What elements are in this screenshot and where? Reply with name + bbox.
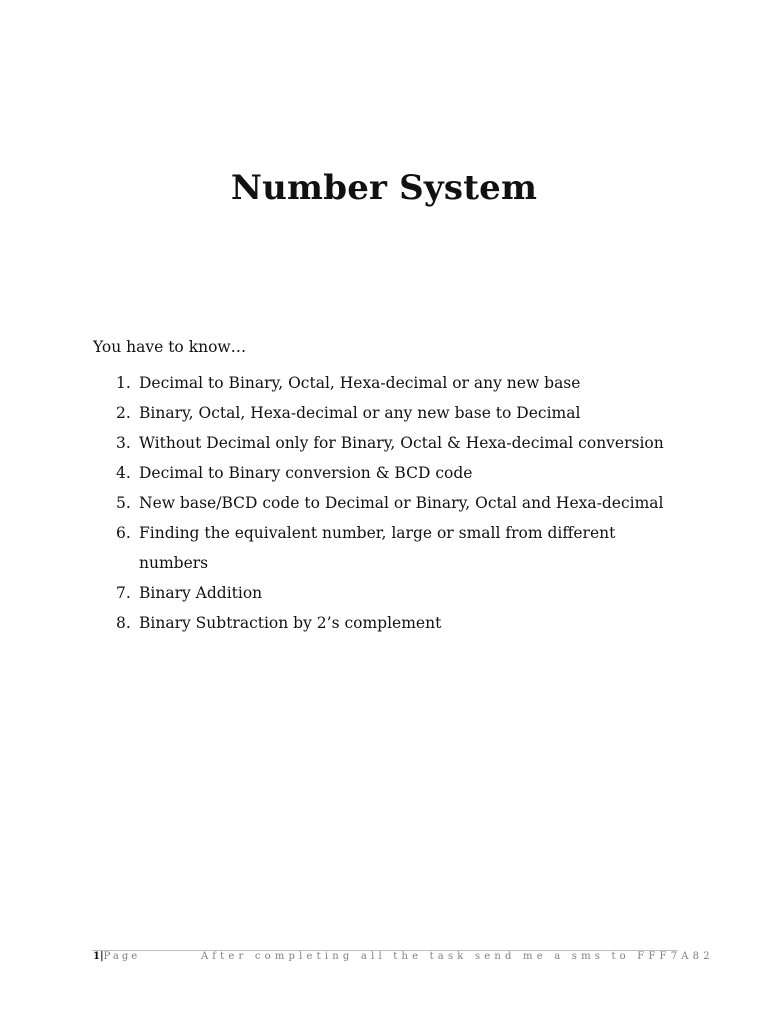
list-item — [93, 458, 683, 488]
page-number: 1 — [93, 951, 100, 962]
footer-note: After completing all the task send me a sms to FFF7A82 — [201, 951, 714, 962]
list-item-text: Without Decimal only for Binary, Octal & Hexa-decimal conversion — [139, 434, 664, 452]
list-item — [93, 608, 683, 638]
list-item-text: New base/BCD code to Decimal or Binary, Octal and Hexa-decimal — [139, 494, 664, 512]
list-item — [93, 578, 683, 608]
footer-separator: | — [99, 951, 104, 962]
list-item-text: Finding the equivalent number, large or small from different numbers — [139, 524, 616, 572]
document-title: Number System — [230, 168, 538, 208]
page-footer — [93, 951, 714, 962]
list-item-text: Decimal to Binary, Octal, Hexa-decimal or any new base — [139, 374, 581, 392]
list-item-number: 1. — [116, 374, 131, 392]
list-item-number: 5. — [116, 494, 131, 512]
list-item-number: 4. — [116, 464, 131, 482]
list-item — [93, 518, 683, 578]
list-item-text: Binary Subtraction by 2’s complement — [139, 614, 442, 632]
list-item-text: Decimal to Binary conversion & BCD code — [139, 464, 473, 482]
list-item-number: 7. — [116, 584, 131, 602]
list-item — [93, 398, 683, 428]
list-item — [93, 428, 683, 458]
intro-text: You have to know… — [93, 338, 247, 356]
list-item-text: Binary, Octal, Hexa-decimal or any new base to Decimal — [139, 404, 581, 422]
list-item — [93, 368, 683, 398]
topic-list — [93, 368, 683, 638]
page-label: Page — [103, 951, 141, 962]
list-item-number: 2. — [116, 404, 131, 422]
list-item-number: 3. — [116, 434, 131, 452]
list-item — [93, 488, 683, 518]
list-item-number: 8. — [116, 614, 131, 632]
list-item-number: 6. — [116, 524, 131, 542]
list-item-text: Binary Addition — [139, 584, 263, 602]
